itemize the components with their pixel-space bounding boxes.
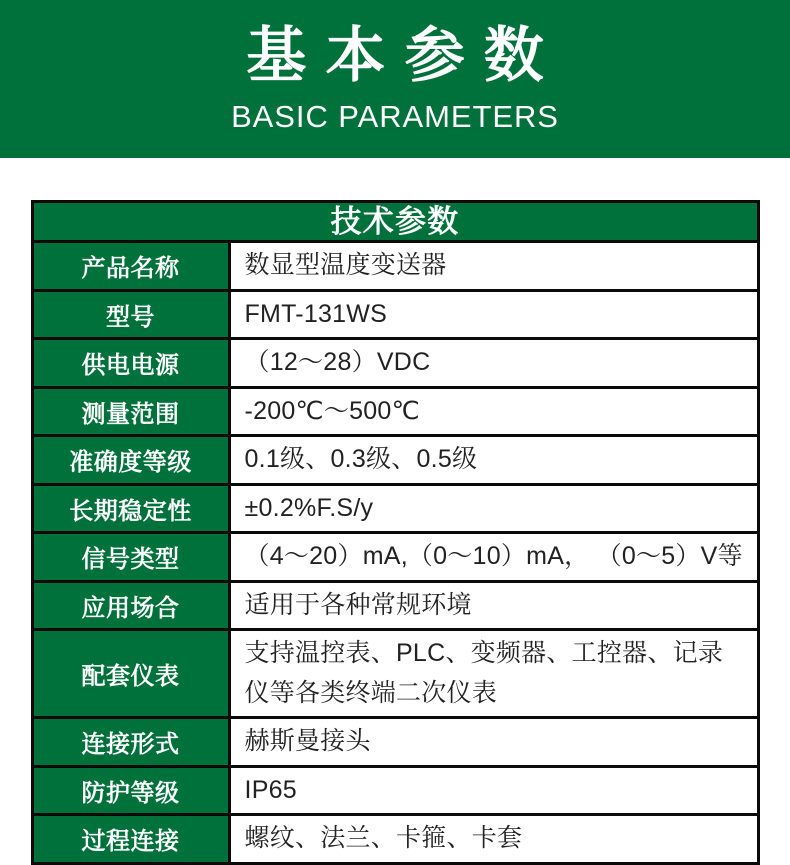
spec-row-label: 产品名称 xyxy=(34,243,231,289)
spec-row-model xyxy=(34,292,757,341)
spec-table xyxy=(31,200,760,865)
spec-row-value: （12～28）VDC xyxy=(244,348,431,376)
banner-subtitle-en: BASIC PARAMETERS xyxy=(231,99,559,134)
spec-row-value: 支持温控表、PLC、变频器、工控器、记录仪等各类终端二次仪表 xyxy=(244,639,724,707)
spec-row-value: -200℃～500℃ xyxy=(244,396,420,425)
basic-parameters-banner xyxy=(0,0,790,158)
spec-row-value: 数显型温度变送器 xyxy=(244,251,447,279)
table-header-title: 技术参数 xyxy=(330,204,460,239)
spec-row-product-name xyxy=(34,243,757,292)
spec-row-connection-form xyxy=(34,719,757,768)
spec-row-label: 应用场合 xyxy=(34,583,231,629)
spec-row-value: 赫斯曼接头 xyxy=(244,727,371,755)
banner-title-cn: 基本参数 xyxy=(246,22,563,89)
spec-row-power-supply xyxy=(34,340,757,389)
spec-row-label: 连接形式 xyxy=(34,719,231,765)
spec-row-value: FMT-131WS xyxy=(244,299,388,328)
spec-row-protection-rating xyxy=(34,768,757,817)
spec-row-value: IP65 xyxy=(244,775,297,804)
spec-row-label: 长期稳定性 xyxy=(34,486,231,532)
spec-row-label: 配套仪表 xyxy=(34,631,231,716)
spec-row-label: 信号类型 xyxy=(34,534,231,580)
table-header xyxy=(34,203,757,243)
spec-row-long-term-stability xyxy=(34,486,757,535)
spec-row-label: 测量范围 xyxy=(34,389,231,435)
spec-row-accuracy-class xyxy=(34,437,757,486)
spec-row-value: 适用于各种常规环境 xyxy=(244,590,472,619)
spec-row-label: 供电电源 xyxy=(34,340,231,386)
spec-row-value: 0.1级、0.3级、0.5级 xyxy=(244,445,478,473)
spec-row-value: ±0.2%F.S/y xyxy=(244,493,374,522)
spec-row-label: 型号 xyxy=(34,292,231,338)
spec-row-application xyxy=(34,583,757,632)
spec-row-signal-type xyxy=(34,534,757,583)
spec-row-label: 防护等级 xyxy=(34,768,231,814)
spec-row-process-connection xyxy=(34,816,757,862)
spec-row-label: 准确度等级 xyxy=(34,437,231,483)
spec-row-value: 螺纹、法兰、卡箍、卡套 xyxy=(244,824,523,852)
spec-row-measure-range xyxy=(34,389,757,438)
spec-row-label: 过程连接 xyxy=(34,816,231,862)
spec-row-value: （4～20）mA,（0～10）mA， （0～5）V等 xyxy=(244,542,743,570)
spec-row-matching-instruments xyxy=(34,631,757,719)
